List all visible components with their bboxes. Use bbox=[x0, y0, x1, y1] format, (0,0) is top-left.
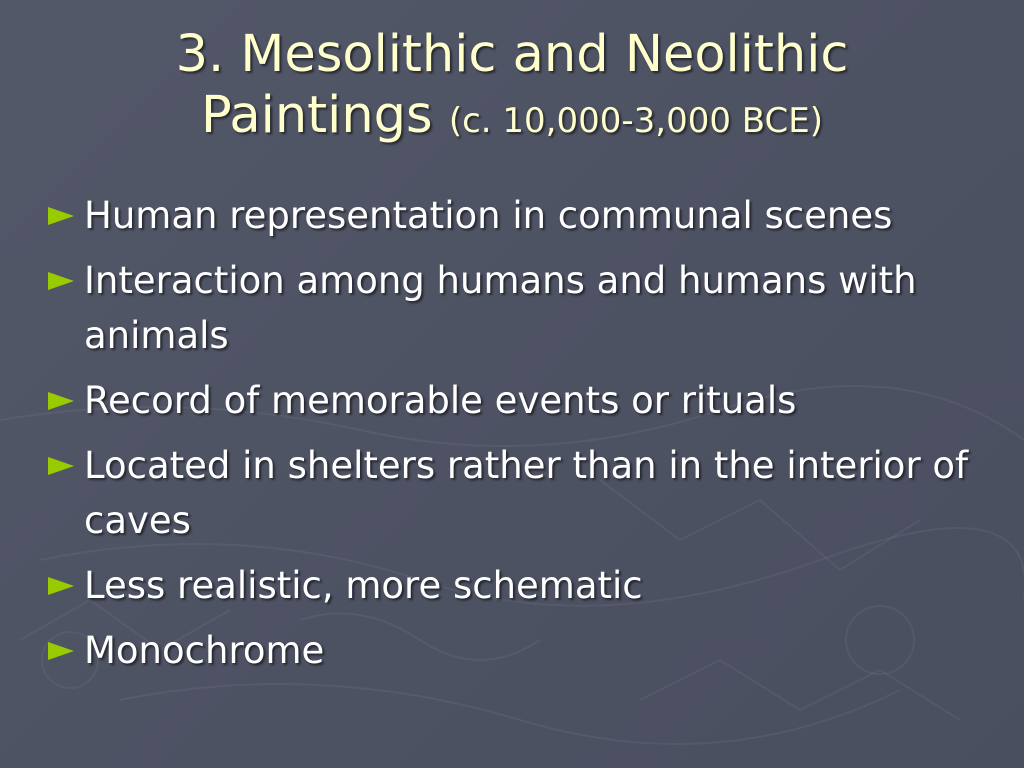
bullet-text: Located in shelters rather than in the interior of caves bbox=[84, 444, 969, 542]
play-arrow-icon bbox=[48, 577, 74, 595]
bullet-text: Record of memorable events or rituals bbox=[84, 379, 797, 422]
slide-title bbox=[20, 24, 1004, 152]
play-arrow-icon bbox=[48, 642, 74, 660]
play-arrow-icon bbox=[48, 457, 74, 475]
play-arrow-icon bbox=[48, 207, 74, 225]
title-line-1: 3. Mesolithic and Neolithic bbox=[175, 25, 849, 84]
title-line-2 bbox=[20, 85, 1004, 152]
bullet-item bbox=[48, 253, 988, 363]
play-arrow-icon bbox=[48, 392, 74, 410]
title-main: Paintings bbox=[200, 86, 433, 145]
bullet-text: Monochrome bbox=[84, 629, 325, 672]
bullet-text: Interaction among humans and humans with animals bbox=[84, 259, 917, 357]
bullet-item bbox=[48, 188, 988, 243]
bullet-item bbox=[48, 623, 988, 678]
bullet-text: Human representation in communal scenes bbox=[84, 194, 893, 237]
bullet-item bbox=[48, 438, 988, 548]
bullet-item bbox=[48, 373, 988, 428]
bullet-item bbox=[48, 558, 988, 613]
bullet-text: Less realistic, more schematic bbox=[84, 564, 643, 607]
bullet-list bbox=[48, 188, 988, 688]
title-date: (c. 10,000-3,000 BCE) bbox=[448, 101, 824, 141]
play-arrow-icon bbox=[48, 272, 74, 290]
